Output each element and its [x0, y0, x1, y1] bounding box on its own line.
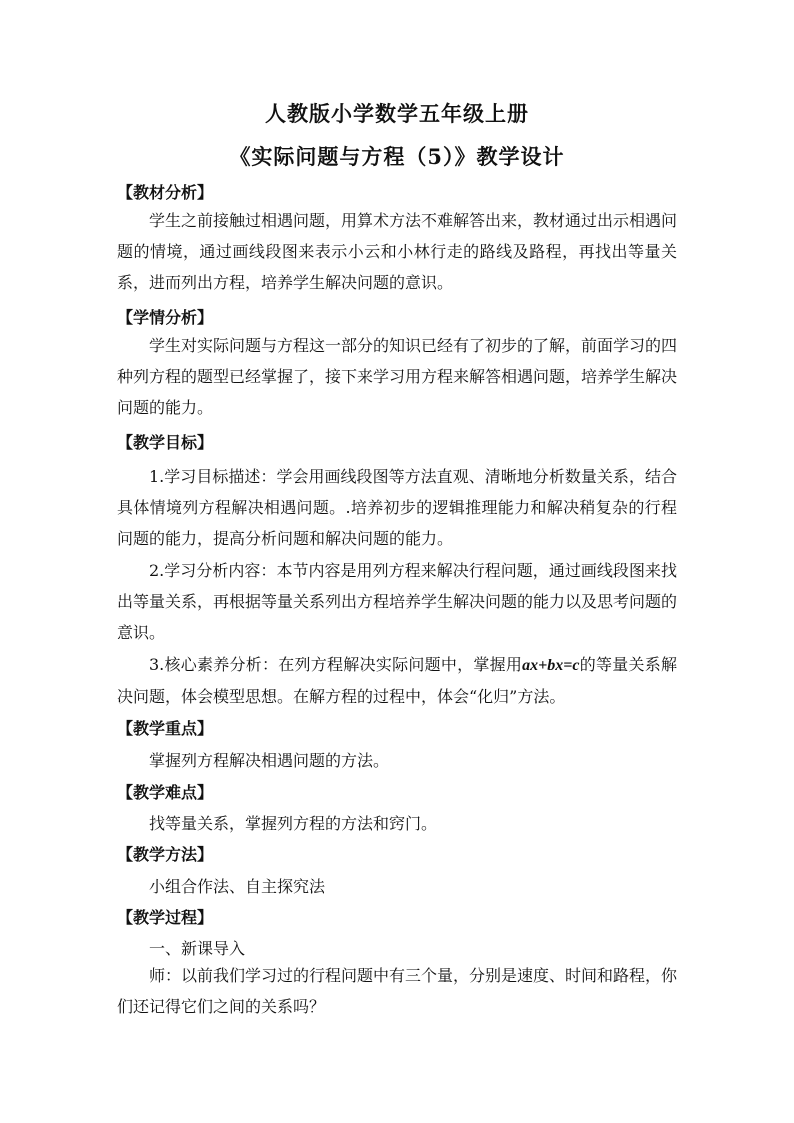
- goal-3-text-before: 3.核心素养分析：在列方程解决实际问题中，掌握用: [149, 655, 523, 674]
- goal-item-3: [117, 649, 677, 712]
- material-analysis-text: 学生之前接触过相遇问题，用算术方法不难解答出来，教材通过出示相遇问题的情境，通过画线段图来表示小云和小林行走的路线及路程，再找出等量关系，进而列出方程，培养学生解决问题的意识。: [117, 211, 678, 292]
- difficulties-text: 找等量关系，掌握列方程的方法和窍门。: [149, 814, 438, 833]
- goal-item-2: 2.学习分析内容：本节内容是用列方程来解决行程问题，通过画线段图来找出等量关系，再根据等量关系列出方程培养学生解决问题的能力以及思考问题的意识。: [117, 561, 678, 642]
- key-points-text: 掌握列方程解决相遇问题的方法。: [149, 751, 390, 770]
- document-subtitle: 《实际问题与方程（5）》教学设计: [229, 144, 565, 169]
- goal-3-text-after: 的等量关系解决问题，体会模型思想。在解方程的过程中，体会“化归”方法。: [117, 655, 677, 706]
- section-heading-learner: 【学情分析】: [117, 308, 214, 327]
- document-title: 人教版小学数学五年级上册: [265, 101, 529, 126]
- process-subheading-intro: 一、新课导入: [149, 939, 246, 958]
- goal-3-equation: ax+bx=c: [522, 657, 580, 674]
- section-heading-material: 【教材分析】: [117, 183, 214, 202]
- process-teacher-text: 师：以前我们学习过的行程问题中有三个量，分别是速度、时间和路程，你们还记得它们之间的关系吗？: [117, 966, 678, 1016]
- section-heading-key-points: 【教学重点】: [117, 719, 214, 738]
- section-heading-process: 【教学过程】: [117, 908, 214, 927]
- goal-item-1: 1.学习目标描述：学会用画线段图等方法直观、清晰地分析数量关系，结合具体情境列方程解决相遇问题。.培养初步的逻辑推理能力和解决稍复杂的行程问题的能力，提高分析问题和解决问题的能力。: [117, 467, 677, 548]
- section-heading-difficulties: 【教学难点】: [117, 783, 214, 802]
- section-heading-methods: 【教学方法】: [117, 845, 214, 864]
- methods-text: 小组合作法、自主探究法: [149, 877, 326, 896]
- section-heading-goals: 【教学目标】: [117, 433, 214, 452]
- learner-analysis-text: 学生对实际问题与方程这一部分的知识已经有了初步的了解，前面学习的四种列方程的题型已经掌握了，接下来学习用方程来解答相遇问题，培养学生解决问题的能力。: [117, 336, 678, 417]
